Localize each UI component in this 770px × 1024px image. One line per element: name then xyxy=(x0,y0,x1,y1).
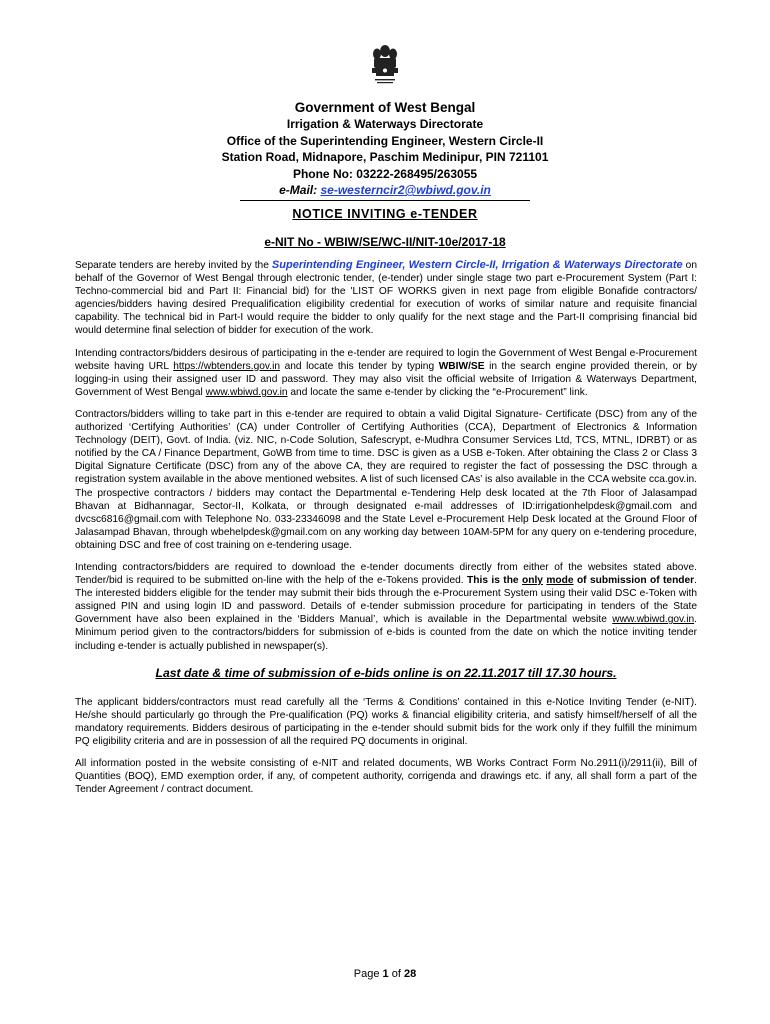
page-of: of xyxy=(388,968,404,980)
para2-text-c: in the search engine provided therein, or by logging-in using their assigned user ID and password. They may also visit the official website of Irrigation & Waterways Department, Government of West Bengal xyxy=(75,360,697,398)
last-date-notice: Last date & time of submission of e-bids online is on 22.11.2017 till 17.30 hours. xyxy=(155,665,617,680)
notice-title: NOTICE INVITING e-TENDER xyxy=(292,207,478,221)
para2-text-b: and locate this tender by typing xyxy=(280,360,439,372)
only-text: only xyxy=(522,575,543,587)
page-total: 28 xyxy=(403,968,417,980)
paragraph-documents: All information posted in the website consisting of e-NIT and related documents, WB Works Contract Form No.2911(i)/2911(ii), Bill of Quantities (BOQ), EMD exemption order, if any, of competent authority, corrigenda and drawings etc. if any, all shall form a part of the Tender Agreement / contract document. xyxy=(75,758,697,796)
page-label: Page xyxy=(353,968,383,980)
para4-bold-b: of submission of tender xyxy=(573,575,695,587)
paragraph-dsc: Contractors/bidders willing to take part in this e-tender are required to obtain a valid Digital Signature- Certificate (DSC) from any of the authorized ‘Certifying Authorities’ (CA) under Controller of Certifying Authorities (CCA), Department of Electronics & Information Technology (DEIT), Govt. of India. (viz. NIC, n-Code Solution, Safescrypt, e-Mudhra Consumer Services Ltd, TCS, MTNL, IDRBT) or as notified by the CA / Finance Department, GoWB from time to time. DSC is given as a USB e-Token. After obtaining the Class 2 or Class 3 Digital Signature Certificate (DSC) from any of the above CA, they are required to register the fact of possessing the DSC through a registration system available in the above mentioned websites. A list of such licensed CAs’ is also available in the CCA website cca.gov.in. The prospective contractors / bidders may contact the Departmental e-Tendering Help desk located at the 7th Floor of Jalasampad Bhavan at Bidhannagar, Sector-II, Kolkata, or through designated e-mail addresses of ID:irrigationhelpdesk@gmail.com and dvcsc6816@gmail.com with Telephone No. 033-23346098 and the State Level e-Procurement Help Desk located at the Ground Floor of Jalasampad Bhavan, through wbehelpdesk@gmail.com on any working day between 10AM-5PM for any query on e-tendering procedure, obtaining DSC and free of cost training on e-tendering usage. xyxy=(75,408,697,551)
page-number xyxy=(0,968,770,980)
para2-text-d: and locate the same e-tender by clicking the “e-Procurement” link. xyxy=(287,386,588,398)
office-header xyxy=(0,99,770,199)
paragraph-login xyxy=(75,347,697,399)
wbtenders-link[interactable]: https://wbtenders.gov.in xyxy=(173,360,281,372)
email-label: e-Mail: xyxy=(279,183,318,197)
para4-text-c: . Minimum period given to the contractors/bidders for submission of e-bids is counted from the date on which the notice inviting tender including e-tender is actually published in newspaper(s). xyxy=(75,614,697,652)
paragraph-terms: The applicant bidders/contractors must read carefully all the ‘Terms & Conditions’ contained in this e-Notice Inviting Tender (e-NIT). He/she should particularly go through the Pre-qualification (PQ) works & financial eligibility criteria, and satisfy himself/herself of all the mandatory requirements. Bidders desirous of participating in the e-tender should submit bids for the work only if they fulfill the minimum PQ eligibility criteria and are in possession of all the required PQ documents in original. xyxy=(75,696,697,747)
enit-number: e-NIT No - WBIW/SE/WC-II/NIT-10e/2017-18 xyxy=(264,235,506,249)
office-address: Station Road, Midnapore, Paschim Medinipur, PIN 721101 xyxy=(221,150,549,164)
phone-number: Phone No: 03222-268495/263055 xyxy=(292,166,478,181)
email-line xyxy=(0,182,770,199)
page-current: 1 xyxy=(382,968,389,980)
para2-text-a: Intending contractors/bidders desirous of participating in the e-tender are required to login the Government of West Bengal e-Procurement website having URL xyxy=(75,347,697,372)
wbiwd-link[interactable]: www.wbiwd.gov.in xyxy=(205,386,288,398)
para4-bold-a: This is the xyxy=(467,575,522,587)
issuing-authority: Superintending Engineer, Western Circle-II, Irrigation & Waterways Directorate xyxy=(271,259,683,271)
mode-text: mode xyxy=(546,575,574,587)
email-link[interactable]: se-westerncir2@wbiwd.gov.in xyxy=(320,183,491,197)
paragraph-submission xyxy=(75,561,697,653)
para4-text-a: Intending contractors/bidders are required to download the e-tender documents directly from either of the websites stated above. Tender/bid is required to be submitted on-line with the help of the e-Tokens provided. xyxy=(75,561,697,587)
para1-text-b: on behalf of the Governor of West Bengal through electronic tender, (e-tender) under single stage two part e-Procurement System (Part I: Techno-commercial bid and Part II: Financial bid) for the 'LIST OF WORKS given in next page from eligible Bonafide contractors/ agencies/bidders having desired Prequalification eligibility credential for execution of works of similar nature and requisite financial capability. The technical bid in Part-I would require the bidder to only qualify for the next stage and the Part-II comprising financial bid would determine final selection of bidder for execution of the work. xyxy=(75,260,697,337)
office-name: Office of the Superintending Engineer, Western Circle-II xyxy=(226,133,544,148)
government-name: Government of West Bengal xyxy=(294,100,476,115)
directorate-name: Irrigation & Waterways Directorate xyxy=(286,117,484,131)
notice-body xyxy=(75,259,697,805)
state-emblem-icon xyxy=(368,42,402,92)
header-divider xyxy=(240,200,530,201)
wbiwd-manual-link[interactable]: www.wbiwd.gov.in xyxy=(612,614,695,626)
paragraph-invitation xyxy=(75,259,697,338)
para1-text-a: Separate tenders are hereby invited by the xyxy=(75,260,272,271)
para4-text-b: . The interested bidders eligible for the tender may submit their bids through the e-Procurement System using their valid DSC e-Token with assigned PIN and using login ID and password. Details of e-tender submission procedure for participating in tenders of the State Government have also been explained in the ‘Bidders Manual’, which is available in the Departmental website xyxy=(75,575,697,626)
search-keyword: WBIW/SE xyxy=(438,360,485,372)
